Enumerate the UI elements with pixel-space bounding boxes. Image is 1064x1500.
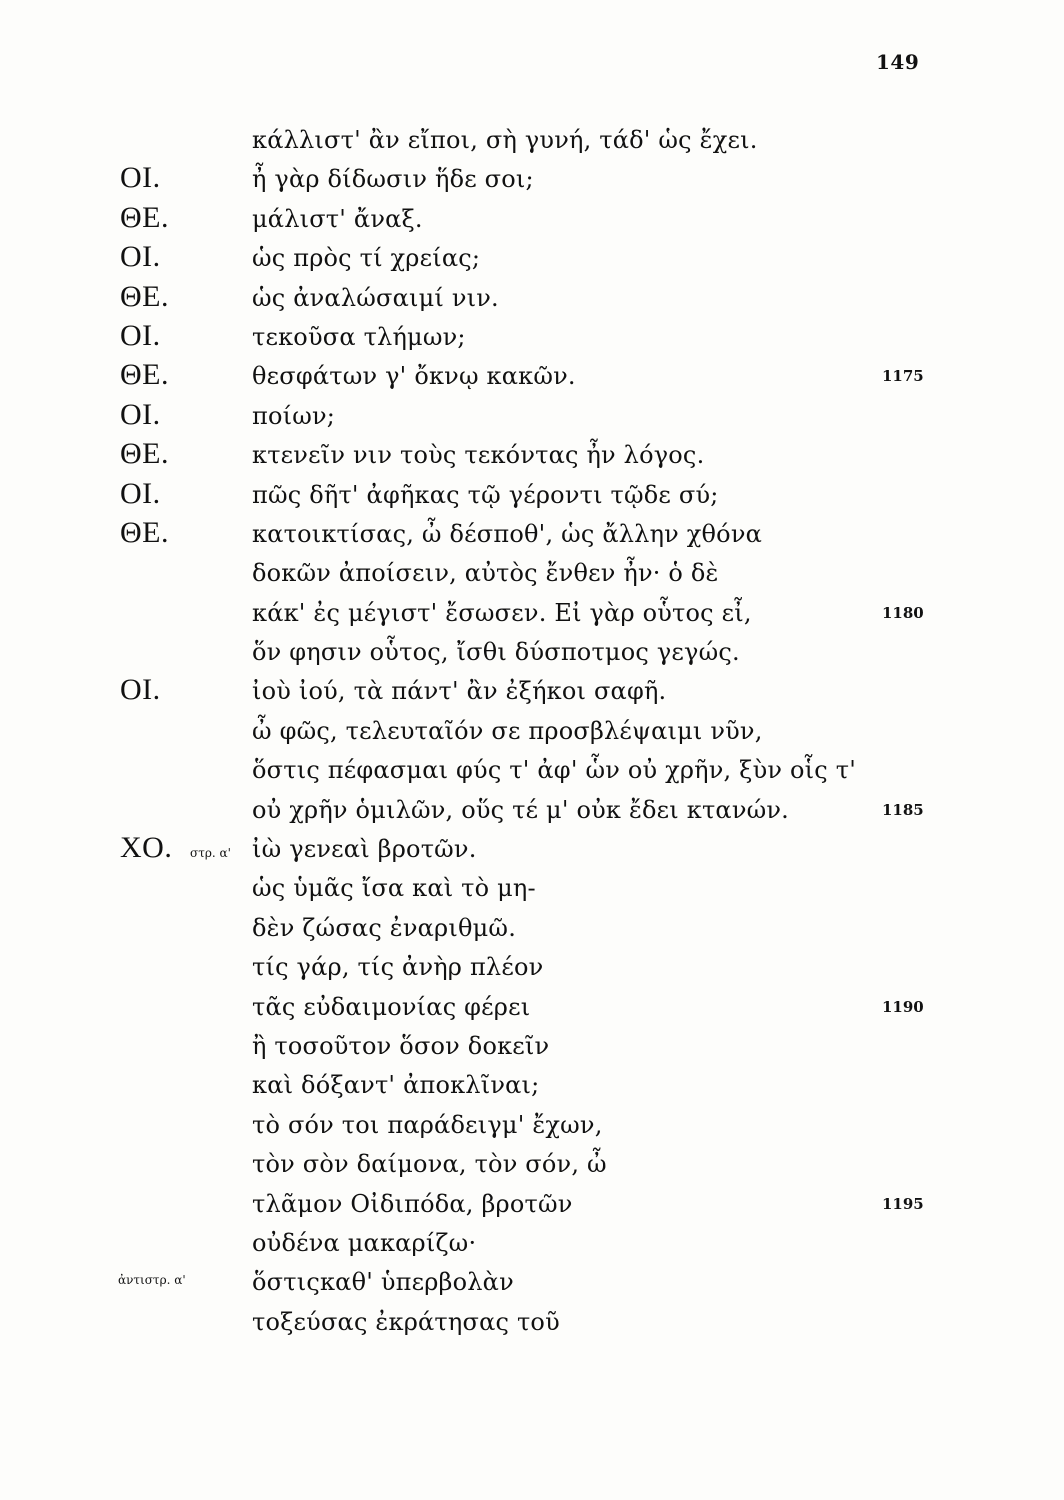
verse-line <box>0 1264 1064 1303</box>
verse-text: μάλιστ' ἄναξ. <box>252 204 423 233</box>
verse-line <box>0 634 1064 673</box>
speaker-label: ΟΙ. <box>120 240 161 274</box>
verse-text: ποίων; <box>252 401 336 430</box>
strophe-marker: στρ. α' <box>190 846 231 861</box>
verse-text: τεκοῦσα τλήμων; <box>252 322 466 351</box>
speaker-label: ΟΙ. <box>120 476 161 510</box>
speaker-label: ΟΙ. <box>120 397 161 431</box>
verse-text: ὦ φῶς, τελευταῖόν σε προσβλέψαιμι νῦν, <box>252 716 763 745</box>
verse-text: ὅν φησιν οὗτος, ἴσθι δύσποτμος γεγώς. <box>252 638 740 667</box>
verse-text: τοξεύσας ἐκράτησας τοῦ <box>252 1307 560 1336</box>
verse-line <box>0 477 1064 516</box>
verse-text: καὶ δόξαντ' ἀποκλῖναι; <box>252 1071 540 1100</box>
verse-line <box>0 910 1064 949</box>
verse-line <box>0 358 1064 397</box>
speaker-label: ΘΕ. <box>120 515 169 549</box>
verse-text: τὸν σὸν δαίμονα, τὸν σόν, ὦ <box>252 1150 607 1179</box>
verse-text: ἢ τοσοῦτον ὅσον δοκεῖν <box>252 1031 550 1060</box>
verse-text: κατοικτίσας, ὦ δέσποθ', ὡς ἄλλην χθόνα <box>252 519 763 548</box>
verse-line <box>0 949 1064 988</box>
verse-line <box>0 989 1064 1028</box>
line-number: 1180 <box>882 603 924 622</box>
verse-text: δοκῶν ἀποίσειν, αὐτὸς ἔνθεν ἦν· ὁ δὲ <box>252 559 719 588</box>
verse-line <box>0 398 1064 437</box>
verse-text: κάλλιστ' ἂν εἴποι, σὴ γυνή, τάδ' ὡς ἔχει. <box>252 126 758 154</box>
speaker-label: ΘΕ. <box>120 279 169 313</box>
verse-line <box>0 1186 1064 1225</box>
verse-text: ὅστις πέφασμαι φύς τ' ἀφ' ὧν οὐ χρῆν, ξὺν οἷς τ' <box>252 756 857 785</box>
speaker-label: ΘΕ. <box>120 358 169 392</box>
verse-line <box>0 870 1064 909</box>
verse-text: ὡς ἀναλώσαιμί νιν. <box>252 283 499 312</box>
verse-text: ἰὼ γενεαὶ βροτῶν. <box>252 835 477 864</box>
verse-text: ὅστιςκαθ' ὑπερβολὰν <box>252 1268 514 1297</box>
line-number: 1185 <box>882 800 924 819</box>
verse-text: ἰοὺ ἰού, τὰ πάντ' ἂν ἐξήκοι σαφῆ. <box>252 677 667 706</box>
verse-line <box>0 752 1064 791</box>
verse-text: ὡς ὑμᾶς ἴσα καὶ τὸ μη- <box>252 874 536 903</box>
line-number: 1190 <box>882 997 924 1016</box>
verse-line <box>0 1304 1064 1343</box>
verse-text: ἦ γὰρ δίδωσιν ἥδε σοι; <box>252 165 534 194</box>
verse-line <box>0 1146 1064 1185</box>
page-number: 149 <box>876 50 920 74</box>
speaker-label: ΘΕ. <box>120 437 169 471</box>
verse-text: ὡς πρὸς τί χρείας; <box>252 244 481 273</box>
verse-text: οὐ χρῆν ὁμιλῶν, οὕς τέ μ' οὐκ ἔδει κτανών. <box>252 795 790 824</box>
line-number: 1195 <box>882 1194 924 1213</box>
verse-line <box>0 161 1064 200</box>
verse-line <box>0 673 1064 712</box>
verse-text: κάκ' ἐς μέγιστ' ἔσωσεν. Εἰ γὰρ οὗτος εἶ, <box>252 598 752 627</box>
antistrophe-marker: ἀντιστρ. α' <box>118 1273 186 1288</box>
line-number: 1175 <box>882 367 924 386</box>
verse-line <box>0 516 1064 555</box>
verse-line <box>0 240 1064 279</box>
speaker-label: ΟΙ. <box>120 161 161 195</box>
speaker-label: ΘΕ. <box>120 200 169 234</box>
verse-text: κτενεῖν νιν τοὺς τεκόντας ἦν λόγος. <box>252 441 705 470</box>
verse-text: δὲν ζώσας ἐναριθμῶ. <box>252 913 517 942</box>
verse-line <box>0 831 1064 870</box>
verse-line <box>0 319 1064 358</box>
verse-line <box>0 595 1064 634</box>
verse-line <box>0 713 1064 752</box>
verse-text: τὸ σόν τοι παράδειγμ' ἔχων, <box>252 1110 603 1139</box>
verse-text: πῶς δῆτ' ἀφῆκας τῷ γέροντι τῷδε σύ; <box>252 480 719 509</box>
verse-text: τλᾶμον Οἰδιπόδα, βροτῶν <box>252 1189 573 1218</box>
verse-line <box>0 122 1064 161</box>
speaker-label: ΟΙ. <box>120 318 161 352</box>
verse-line <box>0 1028 1064 1067</box>
verse-line <box>0 201 1064 240</box>
verse-line <box>0 555 1064 594</box>
verse-line <box>0 437 1064 476</box>
verse-line <box>0 1225 1064 1264</box>
speaker-label: ΟΙ. <box>120 673 161 707</box>
verse-text: οὐδένα μακαρίζω· <box>252 1228 477 1257</box>
verse-line <box>0 792 1064 831</box>
verse-line <box>0 1067 1064 1106</box>
verse-lines <box>0 122 1064 1343</box>
verse-text: τᾶς εὐδαιμονίας φέρει <box>252 992 531 1021</box>
verse-text: θεσφάτων γ' ὄκνῳ κακῶν. <box>252 362 576 391</box>
verse-line <box>0 1107 1064 1146</box>
verse-text: τίς γάρ, τίς ἀνὴρ πλέον <box>252 953 544 982</box>
speaker-label: ΧΟ. <box>120 831 173 865</box>
verse-line <box>0 280 1064 319</box>
